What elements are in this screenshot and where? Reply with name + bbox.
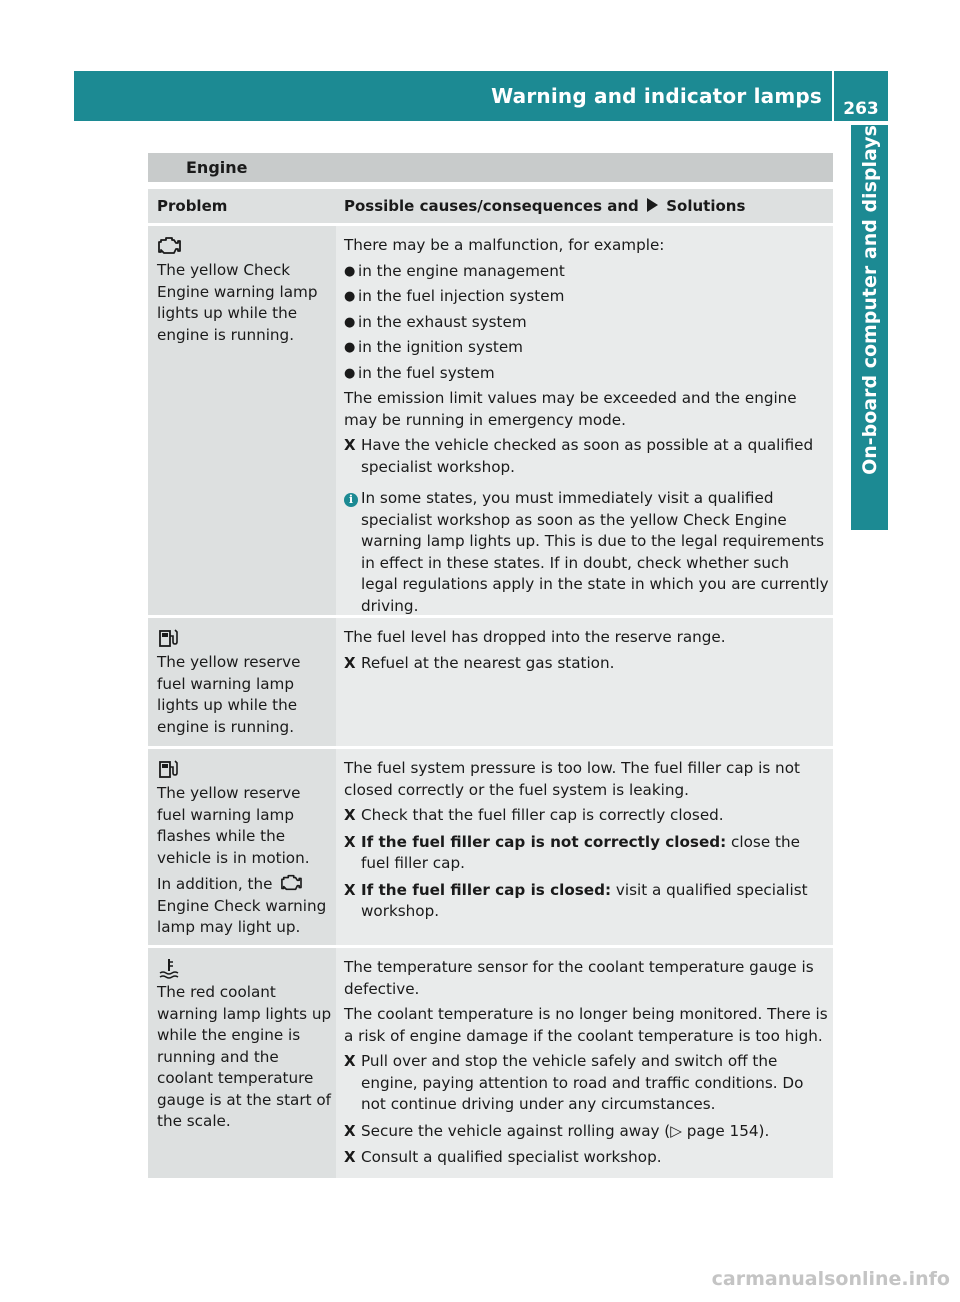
warning-table <box>148 153 833 1178</box>
action-step: X If the fuel filler cap is not correctly closed: close the fuel filler cap. <box>344 832 800 872</box>
col-solution-header <box>336 197 745 215</box>
page-reference-link[interactable]: page 154 <box>686 1121 759 1140</box>
action-step: X Have the vehicle checked as soon as possible at a qualified specialist workshop. <box>344 436 814 476</box>
page-ref-icon: ▷ <box>670 1121 687 1140</box>
problem-text: The yellow reserve fuel warning lamp lights up while the engine is running. <box>157 653 301 736</box>
page-number-box <box>834 71 888 121</box>
problem-cell <box>148 948 336 1178</box>
solution-cell <box>336 226 833 615</box>
action-arrow-icon <box>647 198 658 212</box>
page-number: 263 <box>843 99 879 119</box>
solution-cell <box>336 618 833 746</box>
page-title: Warning and indicator lamps <box>491 84 822 108</box>
table-row <box>148 226 833 615</box>
check-engine-icon <box>157 235 181 257</box>
section-heading: Engine <box>148 153 833 182</box>
list-item: ● in the exhaust system <box>344 312 527 331</box>
watermark: carmanualsonline.info <box>711 1268 950 1290</box>
consequence-text: The fuel system pressure is too low. The fuel filler cap is not closed correctly or the fuel system is leaking. <box>344 759 800 799</box>
info-note: i In some states, you must immediately visit a qualified specialist workshop as soon as the yellow Check Engine warning lamp lights up. This is due to the legal requirements in effect in these states. If in doubt, check whether such legal regulations apply in the state in which you are currently driving. <box>344 488 829 617</box>
action-step: X Consult a qualified specialist workshop. <box>344 1148 662 1166</box>
table-header-row <box>148 189 833 223</box>
header-bar <box>74 71 832 121</box>
fuel-reserve-icon <box>157 627 181 649</box>
solution-cell <box>336 948 833 1178</box>
list-item: ● in the engine management <box>344 261 565 280</box>
problem-text: The red coolant warning lamp lights up while the engine is running and the coolant temperature gauge is at the start of the scale. <box>157 983 332 1130</box>
table-row <box>148 749 833 945</box>
fuel-reserve-icon <box>157 758 181 780</box>
problem-cell <box>148 226 336 615</box>
consequence-text: The temperature sensor for the coolant temperature gauge is defective. <box>344 958 814 998</box>
problem-text: The yellow reserve fuel warning lamp flashes while the vehicle is in motion. <box>157 784 310 867</box>
table-row <box>148 618 833 746</box>
action-step: X If the fuel filler cap is closed: visit a qualified specialist workshop. <box>344 880 808 920</box>
solution-cell <box>336 749 833 945</box>
col-problem-header: Problem <box>157 197 228 215</box>
problem-text-extra: In addition, the Engine Check warning lamp may light up. <box>157 875 327 936</box>
coolant-temperature-icon <box>157 957 181 979</box>
side-tab-label: On-board computer and displays <box>858 125 881 475</box>
action-step: X Refuel at the nearest gas station. <box>344 653 615 672</box>
check-engine-icon <box>279 873 303 893</box>
side-tab-label-wrap <box>851 125 888 475</box>
consequence-text: The fuel level has dropped into the reserve range. <box>344 628 726 646</box>
consequence-text: The emission limit values may be exceeded and the engine may be running in emergency mode. <box>344 389 797 429</box>
action-step: X Check that the fuel filler cap is correctly closed. <box>344 806 724 824</box>
col-solution-post: Solutions <box>666 197 746 215</box>
action-step: X Secure the vehicle against rolling away (▷ page 154). <box>344 1121 770 1140</box>
problem-cell <box>148 749 336 945</box>
col-solution-pre: Possible causes/consequences and <box>344 197 639 215</box>
list-item: ● in the fuel injection system <box>344 287 565 305</box>
table-row <box>148 948 833 1178</box>
problem-cell <box>148 618 336 746</box>
list-item: ● in the ignition system <box>344 338 523 356</box>
list-item: ● in the fuel system <box>344 363 495 382</box>
problem-text: The yellow Check Engine warning lamp lights up while the engine is running. <box>157 261 318 344</box>
cause-intro: There may be a malfunction, for example: <box>344 236 665 254</box>
info-icon: i <box>344 493 358 507</box>
consequence-text: The coolant temperature is no longer being monitored. There is a risk of engine damage if the coolant temperature is too high. <box>344 1005 828 1045</box>
action-step: X Pull over and stop the vehicle safely and switch off the engine, paying attention to road and traffic conditions. Do not continue driving under any circumstances. <box>344 1052 804 1113</box>
